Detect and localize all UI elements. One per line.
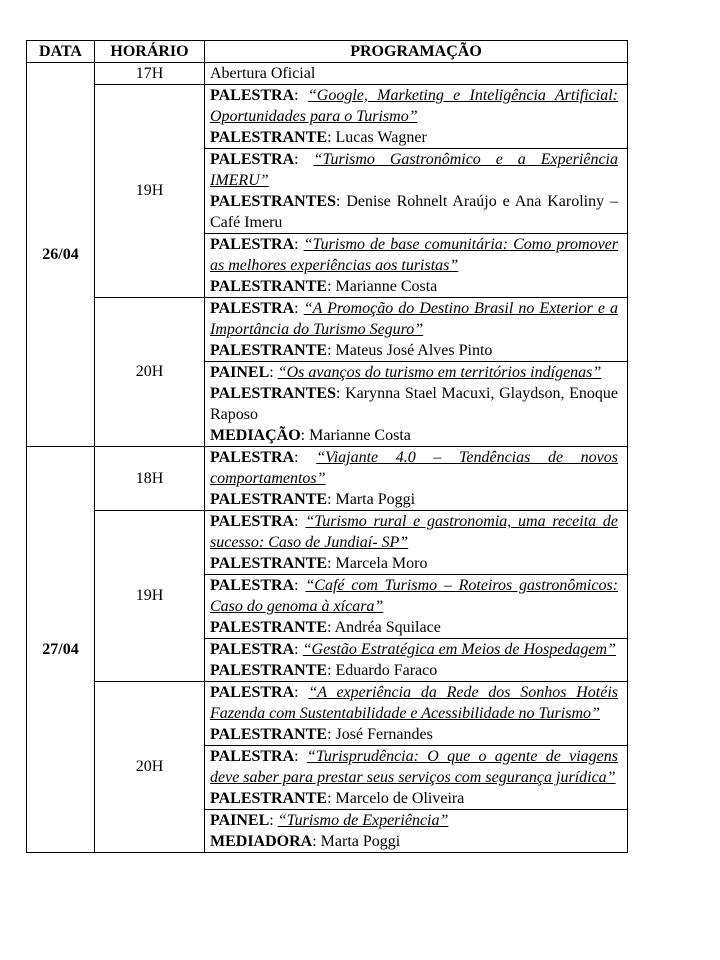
- session-title: “Turisprudência: O que o agente de viagens deve saber para prestar seus serviços com segurança jurídica”: [210, 748, 618, 786]
- speaker-label: PALESTRANTE: [210, 726, 328, 743]
- session-title: “Gestão Estratégica em Meios de Hospedagem”: [302, 641, 616, 658]
- speaker-name: Eduardo Faraco: [335, 662, 438, 679]
- speaker-name: Marta Poggi: [335, 491, 416, 508]
- moderator-label: MEDIAÇÃO: [210, 427, 301, 444]
- program-cell: PAINEL: “Os avanços do turismo em territórios indígenas” PALESTRANTES: Karynna Stael Macuxi, Glaydson, Enoque Raposo MEDIAÇÃO: Marianne Costa: [205, 362, 628, 447]
- session-type-label: PAINEL: [210, 812, 270, 829]
- program-cell: PALESTRA: “A Promoção do Destino Brasil no Exterior e a Importância do Turismo Seguro” PALESTRANTE: Mateus José Alves Pinto: [205, 298, 628, 362]
- time-cell: 20H: [95, 682, 205, 853]
- speaker-label: PALESTRANTE: [210, 129, 328, 146]
- moderator-name: Marianne Costa: [309, 427, 411, 444]
- program-cell: PALESTRA: “Viajante 4.0 – Tendências de novos comportamentos” PALESTRANTE: Marta Poggi: [205, 447, 628, 511]
- speaker-label: PALESTRANTE: [210, 342, 328, 359]
- speaker-name: Marianne Costa: [335, 278, 438, 295]
- speaker-label: PALESTRANTES: [210, 193, 336, 210]
- program-cell: PALESTRA: “Gestão Estratégica em Meios de Hospedagem” PALESTRANTE: Eduardo Faraco: [205, 639, 628, 682]
- session-type-label: PALESTRA: [210, 748, 295, 765]
- program-cell: PAINEL: “Turismo de Experiência” MEDIADORA: Marta Poggi: [205, 810, 628, 853]
- speaker-name: José Fernandes: [335, 726, 433, 743]
- session-title: “Turismo Gastronômico e a Experiência IMERU”: [210, 151, 618, 189]
- speaker-name: Marcelo de Oliveira: [335, 790, 465, 807]
- program-cell: [205, 63, 628, 85]
- schedule-row: [27, 298, 628, 362]
- time-cell: 20H: [95, 298, 205, 447]
- speaker-name: Lucas Wagner: [335, 129, 427, 146]
- speaker-label: PALESTRANTE: [210, 491, 328, 508]
- speaker-label: PALESTRANTE: [210, 555, 328, 572]
- session-type-label: PALESTRA: [210, 513, 295, 530]
- speaker-label: PALESTRANTE: [210, 790, 328, 807]
- session-title: “Café com Turismo – Roteiros gastronômicos: Caso do genoma à xícara”: [210, 577, 618, 615]
- program-cell: PALESTRA: “Turismo de base comunitária: Como promover as melhores experiências aos turistas” PALESTRANTE: Marianne Costa: [205, 234, 628, 298]
- session-title: “A Promoção do Destino Brasil no Exterior e a Importância do Turismo Seguro”: [210, 300, 618, 338]
- session-type-label: PALESTRA: [210, 236, 295, 253]
- speaker-label: MEDIADORA: [210, 833, 313, 850]
- session-title: “Turismo rural e gastronomia, uma receita de sucesso: Caso de Jundiaí- SP”: [210, 513, 619, 551]
- schedule-row: [27, 511, 628, 575]
- header-time: HORÁRIO: [95, 41, 205, 63]
- speaker-name: Karynna Stael Macuxi, Glaydson, Enoque Raposo: [210, 385, 619, 423]
- date-cell: 26/04: [27, 63, 95, 447]
- speaker-label: PALESTRANTE: [210, 619, 328, 636]
- session-title: “Turismo de base comunitária: Como promover as melhores experiências aos turistas”: [210, 236, 618, 274]
- header-row: [27, 41, 628, 63]
- header-date: DATA: [27, 41, 95, 63]
- session-title: “Turismo de Experiência”: [277, 812, 449, 829]
- speaker-name: Marta Poggi: [320, 833, 401, 850]
- schedule-body: [27, 63, 628, 853]
- speaker-name: Denise Rohnelt Araújo e Ana Karoliny – Café Imeru: [210, 193, 619, 231]
- time-cell: 17H: [95, 63, 205, 85]
- time-cell: 18H: [95, 447, 205, 511]
- session-type-label: PALESTRA: [210, 641, 295, 658]
- speaker-label: PALESTRANTE: [210, 662, 328, 679]
- speaker-label: PALESTRANTES: [210, 385, 336, 402]
- speaker-name: Marcela Moro: [335, 555, 428, 572]
- program-cell: PALESTRA: “Turismo rural e gastronomia, uma receita de sucesso: Caso de Jundiaí- SP” PALESTRANTE: Marcela Moro: [205, 511, 628, 575]
- program-cell: PALESTRA: “Turismo Gastronômico e a Experiência IMERU” PALESTRANTES: Denise Rohnelt Araújo e Ana Karoliny – Café Imeru: [205, 149, 628, 234]
- program-cell: PALESTRA: “Café com Turismo – Roteiros gastronômicos: Caso do genoma à xícara” PALESTRANTE: Andréa Squilace: [205, 575, 628, 639]
- session-type-label: PALESTRA: [210, 684, 295, 701]
- schedule-row: [27, 682, 628, 746]
- program-cell: PALESTRA: “Turisprudência: O que o agente de viagens deve saber para prestar seus serviços com segurança jurídica” PALESTRANTE: Marcelo de Oliveira: [205, 746, 628, 810]
- session-title: “A experiência da Rede dos Sonhos Hotéis Fazenda com Sustentabilidade e Acessibilidade no Turismo”: [210, 684, 618, 722]
- time-cell: 19H: [95, 511, 205, 682]
- header-program: PROGRAMAÇÃO: [205, 41, 628, 63]
- program-cell: PALESTRA: “Google, Marketing e Inteligência Artificial: Oportunidades para o Turismo” PALESTRANTE: Lucas Wagner: [205, 85, 628, 149]
- session-type-label: PALESTRA: [210, 577, 295, 594]
- session-type-label: PALESTRA: [210, 151, 295, 168]
- session-type-label: PALESTRA: [210, 300, 295, 317]
- date-cell: 27/04: [27, 447, 95, 853]
- schedule-table: [26, 40, 628, 853]
- session-type-label: PALESTRA: [210, 87, 295, 104]
- schedule-row: [27, 63, 628, 85]
- session-title: “Google, Marketing e Inteligência Artificial: Oportunidades para o Turismo”: [210, 87, 618, 125]
- schedule-row: [27, 447, 628, 511]
- schedule-row: [27, 85, 628, 149]
- session-type-label: PALESTRA: [210, 449, 295, 466]
- session-title: “Os avanços do turismo em territórios indígenas”: [277, 364, 602, 381]
- speaker-name: Mateus José Alves Pinto: [335, 342, 493, 359]
- program-text: Abertura Oficial: [210, 65, 316, 82]
- time-cell: 19H: [95, 85, 205, 298]
- speaker-label: PALESTRANTE: [210, 278, 328, 295]
- session-type-label: PAINEL: [210, 364, 270, 381]
- session-title: “Viajante 4.0 – Tendências de novos comportamentos”: [210, 449, 618, 487]
- program-cell: PALESTRA: “A experiência da Rede dos Sonhos Hotéis Fazenda com Sustentabilidade e Acessibilidade no Turismo” PALESTRANTE: José Fernandes: [205, 682, 628, 746]
- speaker-name: Andréa Squilace: [334, 619, 441, 636]
